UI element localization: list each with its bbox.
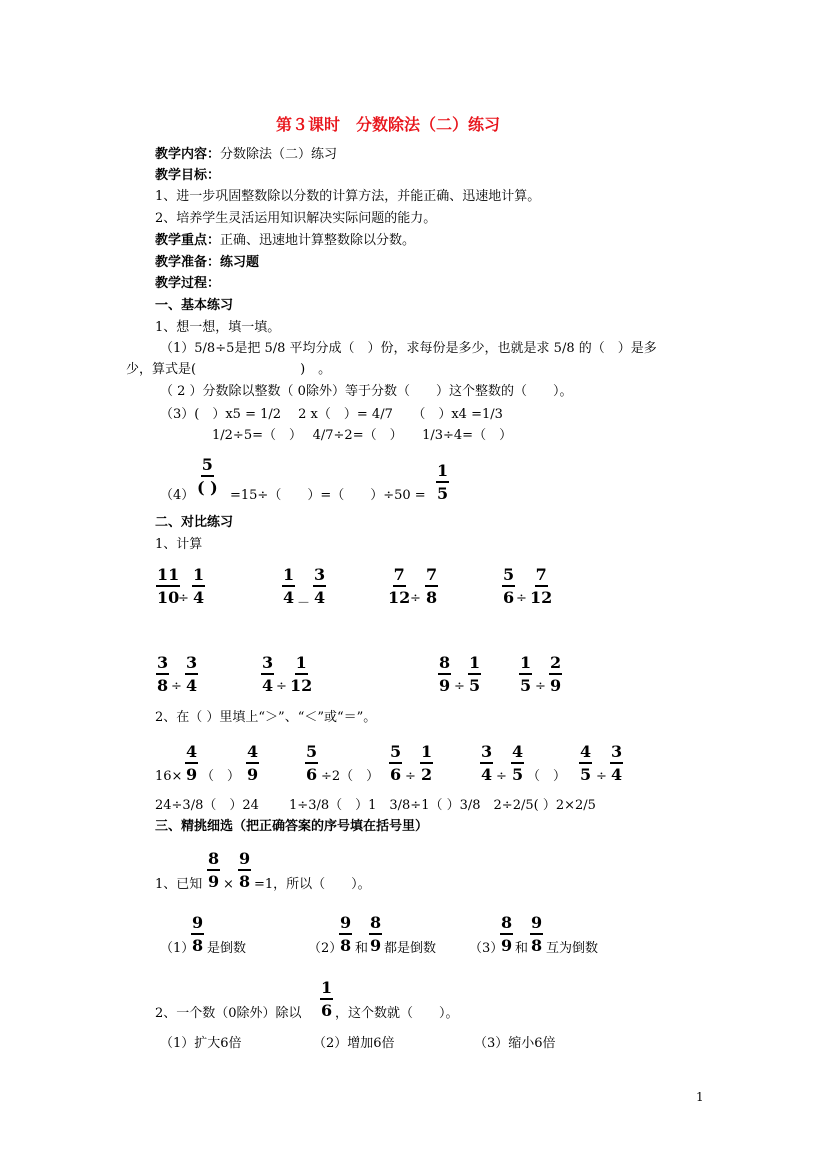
- compare-text: 16×: [155, 769, 183, 784]
- fraction: [156, 654, 169, 694]
- option-3-prefix: （3）: [469, 941, 504, 956]
- fraction: [389, 743, 402, 783]
- fraction-numerator: 3: [313, 566, 326, 587]
- fraction: [579, 743, 592, 783]
- fraction-numerator: 3: [610, 743, 623, 764]
- fraction: [388, 566, 410, 606]
- fraction: [320, 979, 333, 1019]
- teaching-content-text: 分数除法（二）练习: [220, 147, 338, 162]
- sec1-q1-1b: 少，算式是( ) 。: [126, 362, 332, 377]
- fraction: [305, 743, 318, 783]
- fraction-denominator: 8: [157, 676, 169, 695]
- fraction-numerator: 4: [579, 743, 592, 764]
- fraction-numerator: 3: [185, 654, 198, 675]
- sec1-q1: 1、想一想，填一填。: [155, 320, 281, 335]
- fraction-denominator: 12: [290, 676, 313, 695]
- operator: －: [297, 596, 311, 611]
- sec2-q2: 2、在（ ）里填上“＞”、“＜”或“＝”。: [155, 710, 377, 725]
- operator: ÷: [454, 679, 465, 694]
- fraction: [530, 914, 543, 954]
- fraction: [425, 566, 438, 606]
- fraction-denominator: 4: [314, 588, 326, 607]
- sec1-q1-3a: （3）( ）x5 = 1/2 2 x（ ）= 4/7 （ ）x4 =1/3: [160, 407, 503, 422]
- compare-text: ÷: [596, 769, 607, 784]
- fraction-numerator: 5: [201, 456, 214, 477]
- fraction: [197, 456, 218, 496]
- fraction-denominator: 9: [208, 872, 220, 891]
- fraction: [192, 566, 205, 606]
- prep: [155, 255, 259, 271]
- operator: ÷: [171, 679, 182, 694]
- fraction-numerator: 5: [389, 743, 402, 764]
- fraction: [500, 914, 513, 954]
- fraction-denominator: 5: [469, 676, 481, 695]
- fraction-numerator: 1: [320, 979, 333, 1000]
- fraction: [530, 566, 552, 606]
- fraction-denominator: 9: [186, 765, 198, 784]
- sec2-heading: 二、对比练习: [155, 515, 234, 530]
- option-3-and: 和: [515, 941, 529, 956]
- fraction: [282, 566, 295, 606]
- fraction-numerator: 1: [436, 462, 449, 483]
- fraction-denominator: 8: [426, 588, 438, 607]
- option-1-suffix: 是倒数: [207, 941, 247, 956]
- q2-option-1: （1）扩大6倍: [160, 1036, 242, 1051]
- sec1-q1-3b: 1/2÷5=（ ） 4/7÷2=（ ） 1/3÷4=（ ）: [212, 428, 513, 443]
- fraction: [313, 566, 326, 606]
- fraction-denominator: 5: [512, 765, 524, 784]
- fraction: [261, 654, 274, 694]
- fraction-numerator: 1: [519, 654, 532, 675]
- page-number: 1: [696, 1090, 704, 1104]
- fraction: [246, 743, 259, 783]
- fraction: [468, 654, 481, 694]
- compare-text: （ ）: [527, 769, 567, 784]
- fraction-numerator: 9: [530, 914, 543, 935]
- fraction-numerator: 1: [420, 743, 433, 764]
- sec3-q1-suffix: =1，所以（ ）。: [254, 877, 371, 892]
- operator: ÷: [516, 591, 527, 606]
- fraction-denominator: 9: [247, 765, 259, 784]
- sec3-q2-prefix: 2、一个数（0除外）除以: [155, 1006, 302, 1021]
- option-2-and: 和: [355, 941, 369, 956]
- fraction-denominator: 5: [520, 676, 532, 695]
- key-point-label: 教学重点：: [155, 233, 221, 248]
- sec1-heading: 一、基本练习: [155, 298, 234, 313]
- fraction-numerator: 2: [549, 654, 562, 675]
- operator: ÷: [535, 679, 546, 694]
- fraction-numerator: 11: [156, 566, 180, 587]
- times-sign: ×: [223, 877, 234, 892]
- fraction-numerator: 1: [282, 566, 295, 587]
- goal-1: 1、进一步巩固整数除以分数的计算方法，并能正确、迅速地计算。: [155, 189, 541, 204]
- key-point: [155, 233, 415, 249]
- fraction-numerator: 5: [305, 743, 318, 764]
- fraction-denominator: 6: [503, 588, 515, 607]
- fraction: [290, 654, 312, 694]
- fraction-denominator: 4: [193, 588, 205, 607]
- operator: ÷: [178, 591, 189, 606]
- fraction-denominator: 10: [157, 588, 180, 607]
- fraction-numerator: 1: [295, 654, 308, 675]
- fraction-denominator: 8: [239, 872, 251, 891]
- fraction-denominator: 6: [390, 765, 402, 784]
- fraction-numerator: 5: [502, 566, 515, 587]
- fraction: [438, 654, 451, 694]
- fraction-numerator: 3: [261, 654, 274, 675]
- goal-label: 教学目标：: [155, 168, 221, 183]
- fraction-denominator: 5: [437, 484, 449, 503]
- fraction: [238, 850, 251, 890]
- fraction-denominator: 8: [192, 936, 204, 955]
- fraction: [519, 654, 532, 694]
- fraction-denominator: ( ): [197, 478, 218, 497]
- fraction-denominator: 6: [306, 765, 318, 784]
- q2-option-2: （2）增加6倍: [313, 1036, 395, 1051]
- fraction-denominator: 12: [388, 588, 411, 607]
- fraction-denominator: 4: [283, 588, 295, 607]
- fraction: [185, 743, 198, 783]
- fraction-numerator: 3: [156, 654, 169, 675]
- fraction: [191, 914, 204, 954]
- fraction-numerator: 4: [185, 743, 198, 764]
- option-3-suffix: 互为倒数: [546, 941, 599, 956]
- goal-2: 2、培养学生灵活运用知识解决实际问题的能力。: [155, 211, 437, 226]
- fraction: [369, 914, 382, 954]
- fraction-denominator: 4: [481, 765, 493, 784]
- fraction-denominator: 4: [611, 765, 623, 784]
- fraction-numerator: 4: [246, 743, 259, 764]
- fraction-denominator: 4: [262, 676, 274, 695]
- operator: ÷: [410, 591, 421, 606]
- fraction-denominator: 8: [531, 936, 543, 955]
- fraction-numerator: 8: [500, 914, 513, 935]
- fraction-numerator: 8: [207, 850, 220, 871]
- fraction-numerator: 1: [468, 654, 481, 675]
- fraction-denominator: 9: [501, 936, 513, 955]
- sec1-q1-4-prefix: （4）: [160, 488, 195, 503]
- fraction: [185, 654, 198, 694]
- fraction-numerator: 8: [438, 654, 451, 675]
- fraction-denominator: 5: [580, 765, 592, 784]
- process-label: 教学过程：: [155, 276, 221, 291]
- sec3-q2-suffix: ，这个数就（ ）。: [335, 1006, 459, 1021]
- compare-text: ÷: [496, 769, 507, 784]
- fraction-numerator: 7: [425, 566, 438, 587]
- fraction-denominator: 9: [370, 936, 382, 955]
- fraction-numerator: 4: [511, 743, 524, 764]
- fraction-denominator: 2: [421, 765, 433, 784]
- sec3-heading: 三、精挑细选（把正确答案的序号填在括号里）: [155, 819, 429, 834]
- key-point-text: 正确、迅速地计算整数除以分数。: [220, 233, 416, 248]
- sec1-q1-4-mid: =15÷（ ）=（ ）÷50 =: [230, 488, 426, 503]
- fraction-denominator: 9: [550, 676, 562, 695]
- fraction: [480, 743, 493, 783]
- compare-text: ÷2（ ）: [321, 769, 380, 784]
- fraction: [207, 850, 220, 890]
- prep-label: 教学准备：: [155, 255, 221, 270]
- fraction: [420, 743, 433, 783]
- compare-text: （ ）: [201, 769, 241, 784]
- fraction-numerator: 8: [369, 914, 382, 935]
- page-title: 第３课时 分数除法（二）练习: [276, 115, 501, 134]
- fraction-numerator: 1: [192, 566, 205, 587]
- fraction: [502, 566, 515, 606]
- fraction: [511, 743, 524, 783]
- fraction: [610, 743, 623, 783]
- fraction-denominator: 9: [439, 676, 451, 695]
- fraction-numerator: 7: [535, 566, 548, 587]
- fraction-numerator: 9: [238, 850, 251, 871]
- option-1-prefix: （1）: [160, 941, 195, 956]
- fraction-numerator: 9: [339, 914, 352, 935]
- teaching-content: [155, 147, 337, 163]
- fraction: [339, 914, 352, 954]
- sec1-q1-1a: （1）5/8÷5是把 5/8 平均分成（ ）份，求每份是多少，也就是求 5/8 的（ ）是多: [160, 341, 657, 356]
- fraction: [156, 566, 180, 606]
- q2-option-3: （3）缩小6倍: [474, 1036, 556, 1051]
- teaching-content-label: 教学内容：: [155, 147, 221, 162]
- option-2-prefix: （2）: [308, 941, 343, 956]
- option-2-suffix: 都是倒数: [384, 941, 437, 956]
- fraction: [549, 654, 562, 694]
- fraction-denominator: 8: [340, 936, 352, 955]
- fraction-numerator: 3: [480, 743, 493, 764]
- compare-text: ÷: [405, 769, 416, 784]
- fraction-numerator: 9: [191, 914, 204, 935]
- sec2-q1: 1、计算: [155, 537, 203, 552]
- sec1-q1-2: （ 2 ）分数除以整数（ 0除外）等于分数（ ）这个整数的（ ）。: [160, 384, 573, 399]
- compare-line-2: 24÷3/8（ ）24 1÷3/8（ ）1 3/8÷1（ ）3/8 2÷2/5( ）2×2/5: [155, 798, 596, 813]
- fraction: [436, 462, 449, 502]
- fraction-numerator: 7: [393, 566, 406, 587]
- fraction-denominator: 6: [321, 1001, 333, 1020]
- sec3-q1-prefix: 1、已知: [155, 877, 203, 892]
- prep-text: 练习题: [220, 255, 260, 270]
- operator: ÷: [276, 679, 287, 694]
- fraction-denominator: 12: [530, 588, 553, 607]
- fraction-denominator: 4: [186, 676, 198, 695]
